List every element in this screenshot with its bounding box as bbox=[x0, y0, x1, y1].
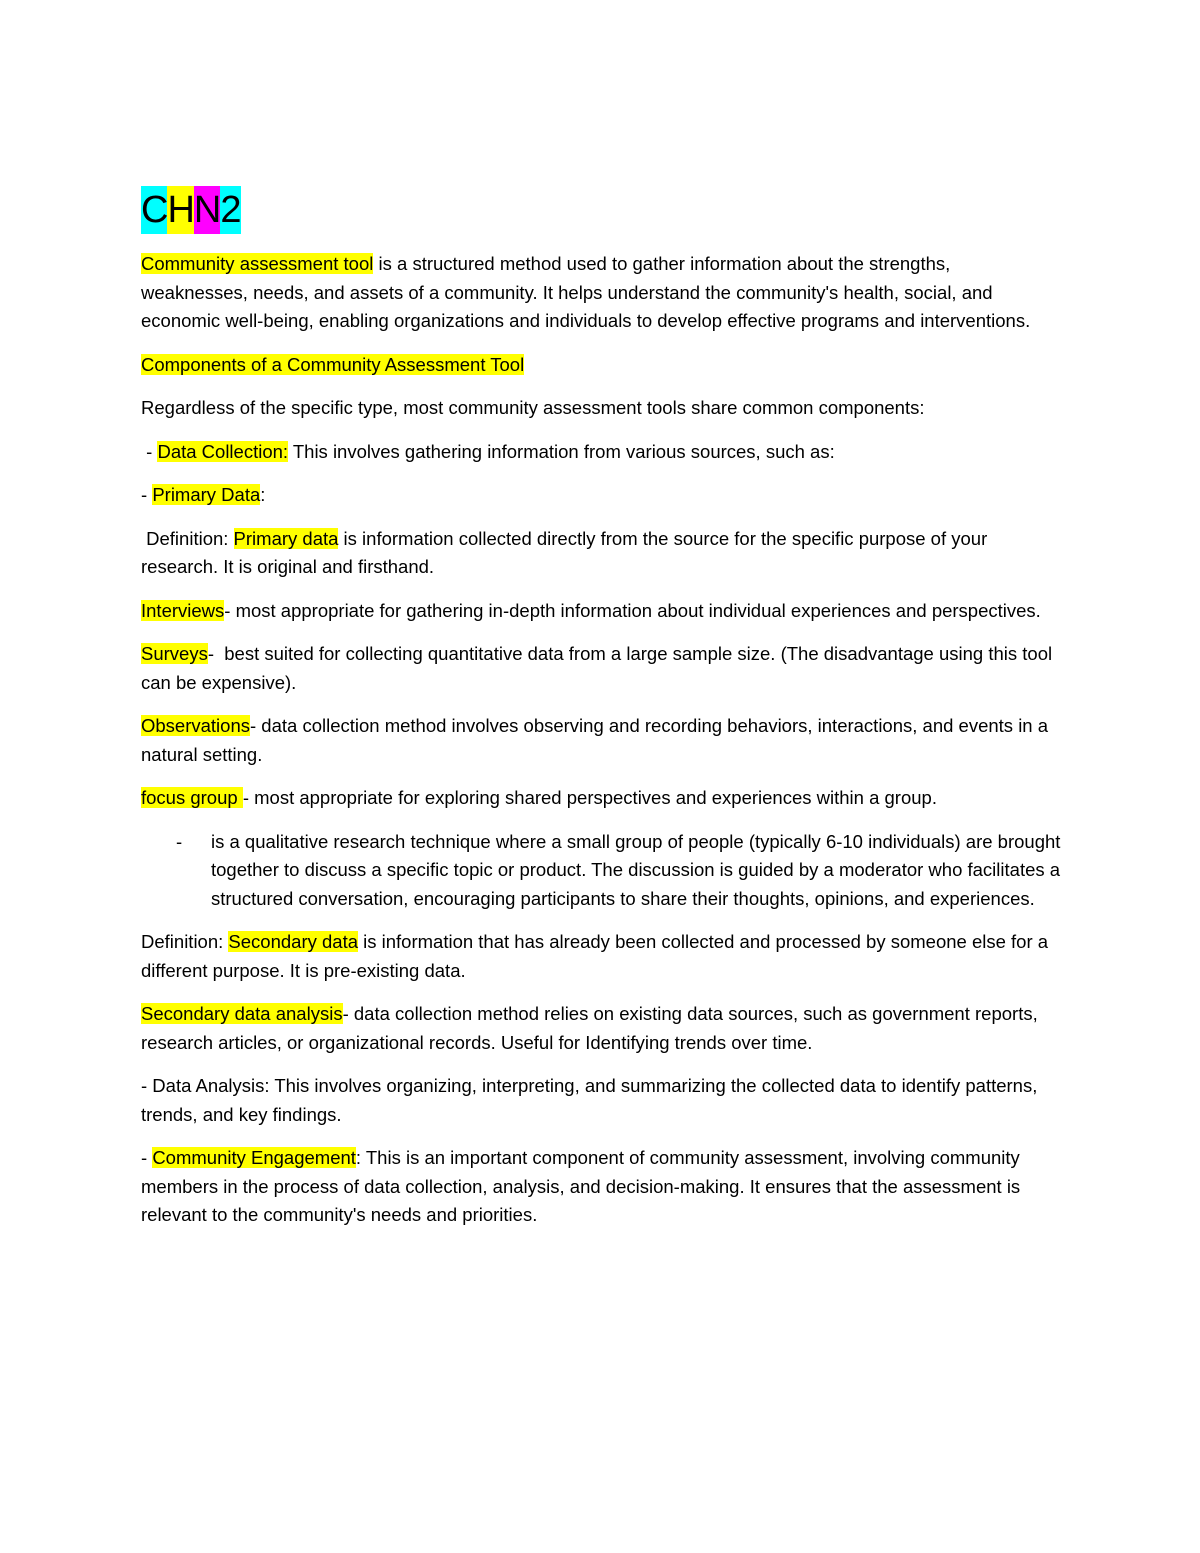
secondary-data-definition: Definition: Secondary data is information that has already been collected and processed by someone else for a different purpose. It is pre-existing data. bbox=[141, 931, 1049, 981]
highlighted-term: Surveys bbox=[141, 643, 208, 664]
highlighted-term: Observations bbox=[141, 715, 250, 736]
regardless-paragraph: Regardless of the specific type, most community assessment tools share common components: bbox=[141, 397, 925, 418]
highlighted-term: Data Collection: bbox=[157, 440, 289, 462]
data-collection-item: - Data Collection: This involves gathering information from various sources, such as: bbox=[141, 440, 835, 462]
surveys-item: Surveys- best suited for collecting quantitative data from a large sample size. (The disadvantage using this tool can be expensive). bbox=[141, 643, 1058, 693]
highlighted-term: Secondary data analysis bbox=[141, 1003, 343, 1024]
observations-item: Observations- data collection method involves observing and recording behaviors, interactions, and events in a natural setting. bbox=[141, 715, 1049, 765]
community-engagement-item: - Community Engagement: This is an important component of community assessment, involving community members in the process of data collection, analysis, and decision-making. It ensures that the assessment is relevant to the community's needs and priorities. bbox=[141, 1147, 1021, 1225]
primary-data-definition: Definition: Primary data is information collected directly from the source for the specific purpose of your research. It is original and firsthand. bbox=[141, 527, 988, 577]
secondary-analysis-item: Secondary data analysis- data collection method relies on existing data sources, such as government reports, research articles, or organizational records. Useful for Identifying trends over time. bbox=[141, 1003, 1038, 1053]
highlighted-term: Interviews bbox=[141, 599, 225, 621]
document-page bbox=[141, 186, 1061, 1245]
interviews-item: Interviews- most appropriate for gathering in-depth information about individual experiences and perspectives. bbox=[141, 599, 1041, 621]
title-letter-c: C bbox=[141, 186, 167, 234]
components-heading: Components of a Community Assessment Tool bbox=[141, 353, 525, 375]
page-title bbox=[141, 186, 1061, 234]
bullet-text: is a qualitative research technique where a small group of people (typically 6-10 individuals) are brought together to discuss a specific topic or product. The discussion is guided by a moderator who facilitates a structured conversation, encouraging participants to share their thoughts, opinions, and experiences. bbox=[211, 830, 1061, 909]
highlighted-term: Secondary data bbox=[228, 931, 358, 952]
highlighted-term: Primary data bbox=[233, 527, 339, 549]
title-letter-n: N bbox=[194, 186, 220, 234]
focus-group-item: focus group - most appropriate for exploring shared perspectives and experiences within a group. bbox=[141, 787, 937, 808]
title-digit-2: 2 bbox=[220, 186, 240, 234]
primary-data-item: - Primary Data: bbox=[141, 484, 266, 505]
highlighted-term: Community assessment tool bbox=[141, 253, 374, 274]
intro-paragraph: Community assessment tool is a structured method used to gather information about the strengths, weaknesses, needs, and assets of a community. It helps understand the community's health, social, and economic well-being, enabling organizations and individuals to develop effective programs and interventions. bbox=[141, 253, 1031, 331]
data-analysis-item: - Data Analysis: This involves organizing, interpreting, and summarizing the collected data to identify patterns, trends, and key findings. bbox=[141, 1075, 1038, 1125]
highlighted-term: Primary Data bbox=[152, 484, 261, 505]
highlighted-term: focus group bbox=[141, 787, 243, 808]
title-letter-h: H bbox=[167, 186, 193, 234]
focus-group-bullet bbox=[141, 828, 1061, 914]
highlighted-term: Community Engagement bbox=[152, 1147, 356, 1168]
bullet-dash: - bbox=[176, 830, 183, 852]
